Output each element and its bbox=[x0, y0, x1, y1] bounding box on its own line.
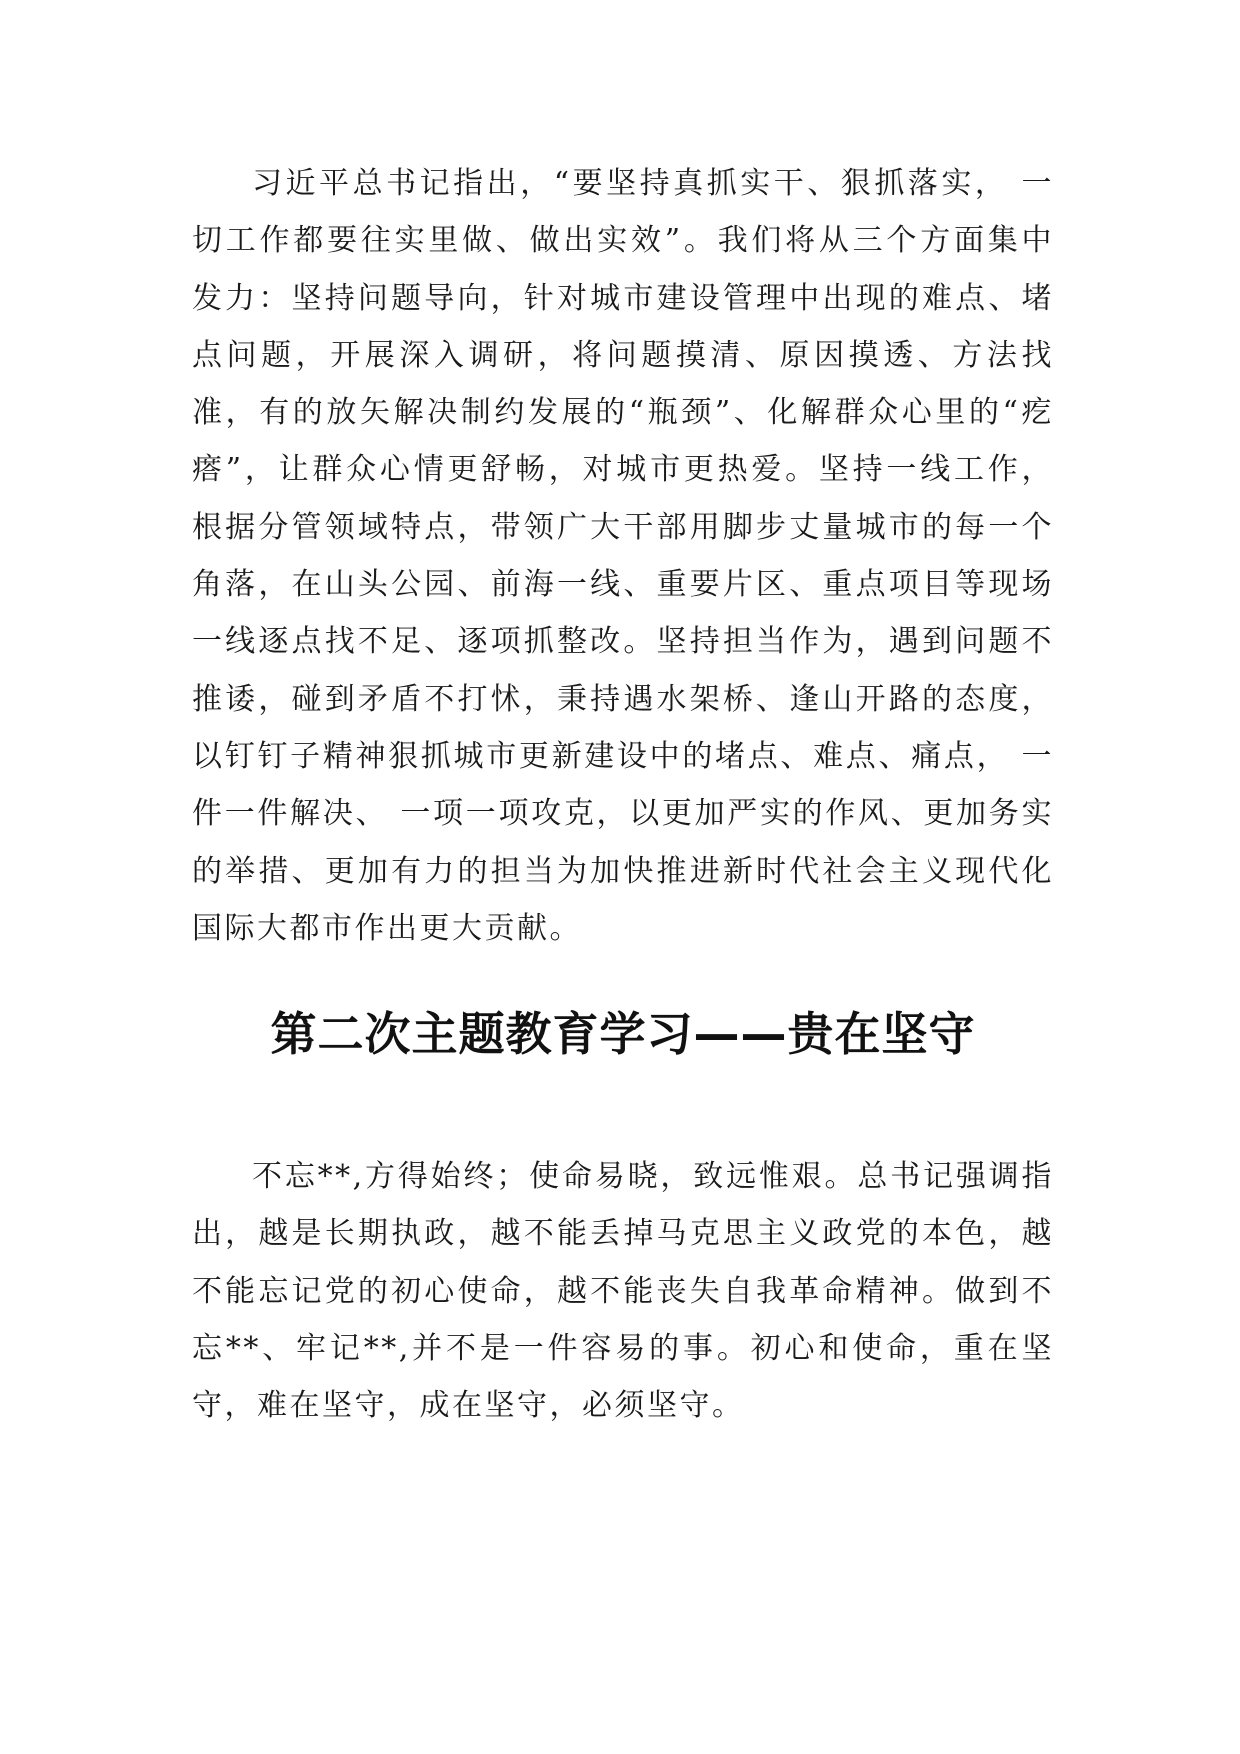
paragraph-text: 不忘**,方得始终；使命易晓，致远惟艰。总书记强调指出，越是长期执政，越不能丢掉马克思主义政党的本色，越不能忘记党的初心使命，越不能丧失自我革命精神。做到不忘**、牢记**,并不是一件容易的事。初心和使命，重在坚守，难在坚守，成在坚守，必须坚守。 bbox=[192, 1159, 1054, 1424]
paragraph-text: 习近平总书记指出，“要坚持真抓实干、狠抓落实， 一切工作都要往实里做、做出实效”。我们将从三个方面集中发力：坚持问题导向，针对城市建设管理中出现的难点、堵点问题，开展深入调研，将问题摸清、原因摸透、方法找准，有的放矢解决制约发展的“瓶颈”、化解群众心里的“疙瘩”，让群众心情更舒畅，对城市更热爱。坚持一线工作，根据分管领域特点，带领广大干部用脚步丈量城市的每一个角落，在山头公园、前海一线、重要片区、重点项目等现场一线逐点找不足、逐项抓整改。坚持担当作为，遇到问题不推诿，碰到矛盾不打怵，秉持遇水架桥、逢山开路的态度，以钉钉子精神狠抓城市更新建设中的堵点、难点、痛点， 一件一件解决、 一项一项攻克，以更加严实的作风、更加务实的举措、更加有力的担当为加快推进新时代社会主义现代化国际大都市作出更大贡献。 bbox=[192, 166, 1054, 946]
body-paragraph-2 bbox=[192, 1148, 1054, 1434]
section-heading: 第二次主题教育学习——贵在坚守 bbox=[270, 1007, 976, 1061]
body-paragraph-1 bbox=[192, 155, 1054, 957]
